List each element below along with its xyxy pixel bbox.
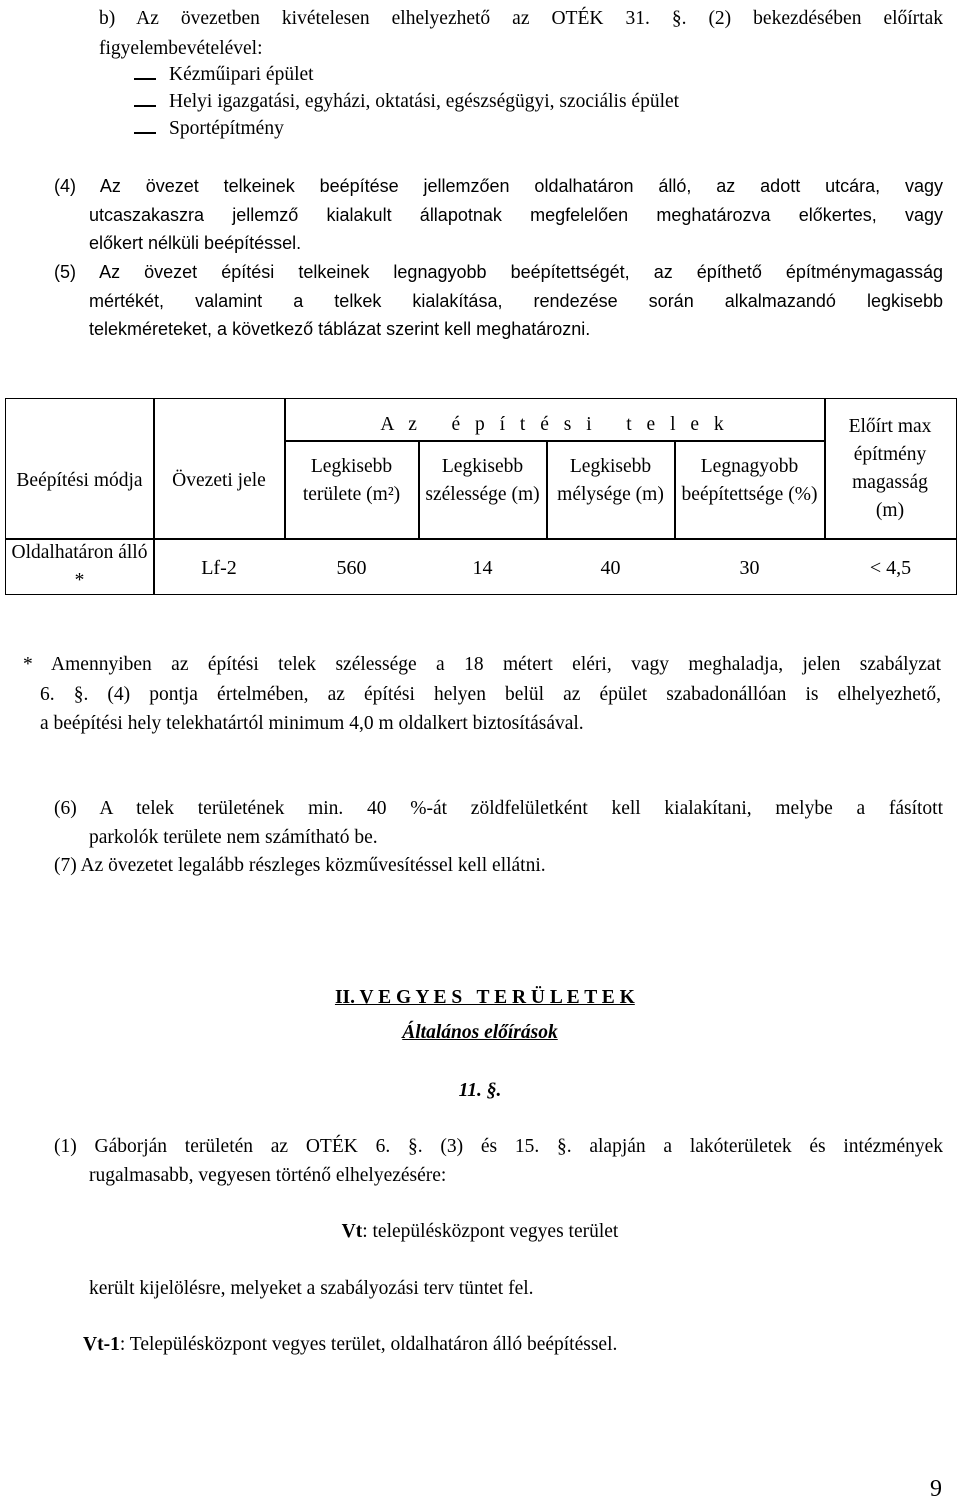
footnote-line3: a beépítési hely telekhatártól minimum 4,0 m oldalkert biztosításával. <box>40 713 584 734</box>
item-b-line2: figyelembevételével: <box>99 38 263 59</box>
para4-line1: (4) Az övezet telkeinek beépítése jellemzően oldalhatáron álló, az adott utcára, vagy <box>54 176 943 196</box>
section-subtitle <box>0 1022 960 1044</box>
paragraph-number: 11. §. <box>458 1080 502 1101</box>
table-cell-area: 560 <box>336 557 367 579</box>
section-title-text: II. V E G Y E S T E R Ü L E T E K <box>334 987 635 1008</box>
para6-line2: parkolók területe nem számítható be. <box>89 827 378 848</box>
table-cell-depth: 40 <box>600 557 621 579</box>
table-header-width: Legkisebb szélessége (m) <box>425 456 540 505</box>
para5-line2: mértékét, valamint a telkek kialakítása, rendezése során alkalmazandó legkisebb <box>89 291 943 311</box>
table-cell-height: < 4,5 <box>869 557 912 579</box>
footnote-line1: * Amennyiben az építési telek szélessége a 18 métert eléri, vagy meghaladja, jelen szabályzat <box>23 654 941 675</box>
list-dash-2 <box>134 105 156 107</box>
vt1-definition <box>83 1334 617 1356</box>
table-group-header: A z é p í t é s i t e l e k <box>380 414 729 435</box>
kerult-line: került kijelölésre, melyeket a szabályozási terv tüntet fel. <box>89 1278 534 1299</box>
para7: (7) Az övezetet legalább részleges közművesítéssel kell ellátni. <box>54 855 546 876</box>
table-header-height: Előírt max építmény magasság (m) <box>848 416 932 521</box>
table-cell-mode: Oldalhatáron álló * <box>11 542 148 591</box>
para5-line3: telekméreteket, a következő táblázat szerint kell meghatározni. <box>89 319 591 339</box>
section-title <box>0 965 960 1009</box>
para4-line3: előkert nélküli beépítéssel. <box>89 233 302 253</box>
regulation-table <box>5 398 957 595</box>
vt1-code: Vt-1 <box>83 1334 120 1355</box>
table-col-divider <box>824 399 826 539</box>
vt-code: Vt <box>341 1221 363 1242</box>
para1-line1: (1) Gáborján területén az OTÉK 6. §. (3) és 15. §. alapján a lakóterületek és intézmények <box>54 1136 943 1157</box>
table-row-divider <box>284 440 824 442</box>
para1-line2: rugalmasabb, vegyesen történő elhelyezésére: <box>89 1165 447 1186</box>
table-header-area: Legkisebb területe (m²) <box>302 456 401 505</box>
list-item-3: Sportépítmény <box>169 118 284 139</box>
vt-definition <box>0 1221 960 1243</box>
table-header-mode: Beépítési módja <box>16 470 143 491</box>
list-dash-3 <box>134 132 156 134</box>
para5-line1: (5) Az övezet építési telkeinek legnagyobb beépítettségét, az építhető építménymagasság <box>54 262 943 282</box>
list-item-1: Kézműipari épület <box>169 64 314 85</box>
section-subtitle-text: Általános előírások <box>402 1022 558 1043</box>
table-cell-coverage: 30 <box>739 557 760 579</box>
footnote-line2: 6. §. (4) pontja értelmében, az építési helyen belül az épület szabadonállóan is elhelyezhető, <box>40 684 941 705</box>
item-b-line1: b) Az övezetben kivételesen elhelyezhető az OTÉK 31. §. (2) bekezdésében előírtak <box>99 8 943 29</box>
list-item-2: Helyi igazgatási, egyházi, oktatási, egészségügyi, szociális épület <box>169 91 680 112</box>
para6-line1: (6) A telek területének min. 40 %-át zöldfelületként kell kialakítani, melybe a fásított <box>54 798 943 819</box>
list-dash-1 <box>134 78 156 80</box>
table-header-coverage: Legnagyobb beépítettsége (%) <box>681 456 818 505</box>
table-header-code: Övezeti jele <box>172 470 266 491</box>
table-header-depth: Legkisebb mélysége (m) <box>557 456 664 505</box>
vt-text: : településközpont vegyes terület <box>362 1221 619 1242</box>
table-cell-width: 14 <box>472 557 493 579</box>
table-cell-code: Lf-2 <box>201 557 237 579</box>
para4-line2: utcaszakaszra jellemző kialakult állapotnak megfelelően meghatározva előkertes, vagy <box>89 205 943 225</box>
vt1-text: : Településközpont vegyes terület, oldalhatáron álló beépítéssel. <box>119 1334 618 1355</box>
page-number: 9 <box>930 1476 942 1502</box>
